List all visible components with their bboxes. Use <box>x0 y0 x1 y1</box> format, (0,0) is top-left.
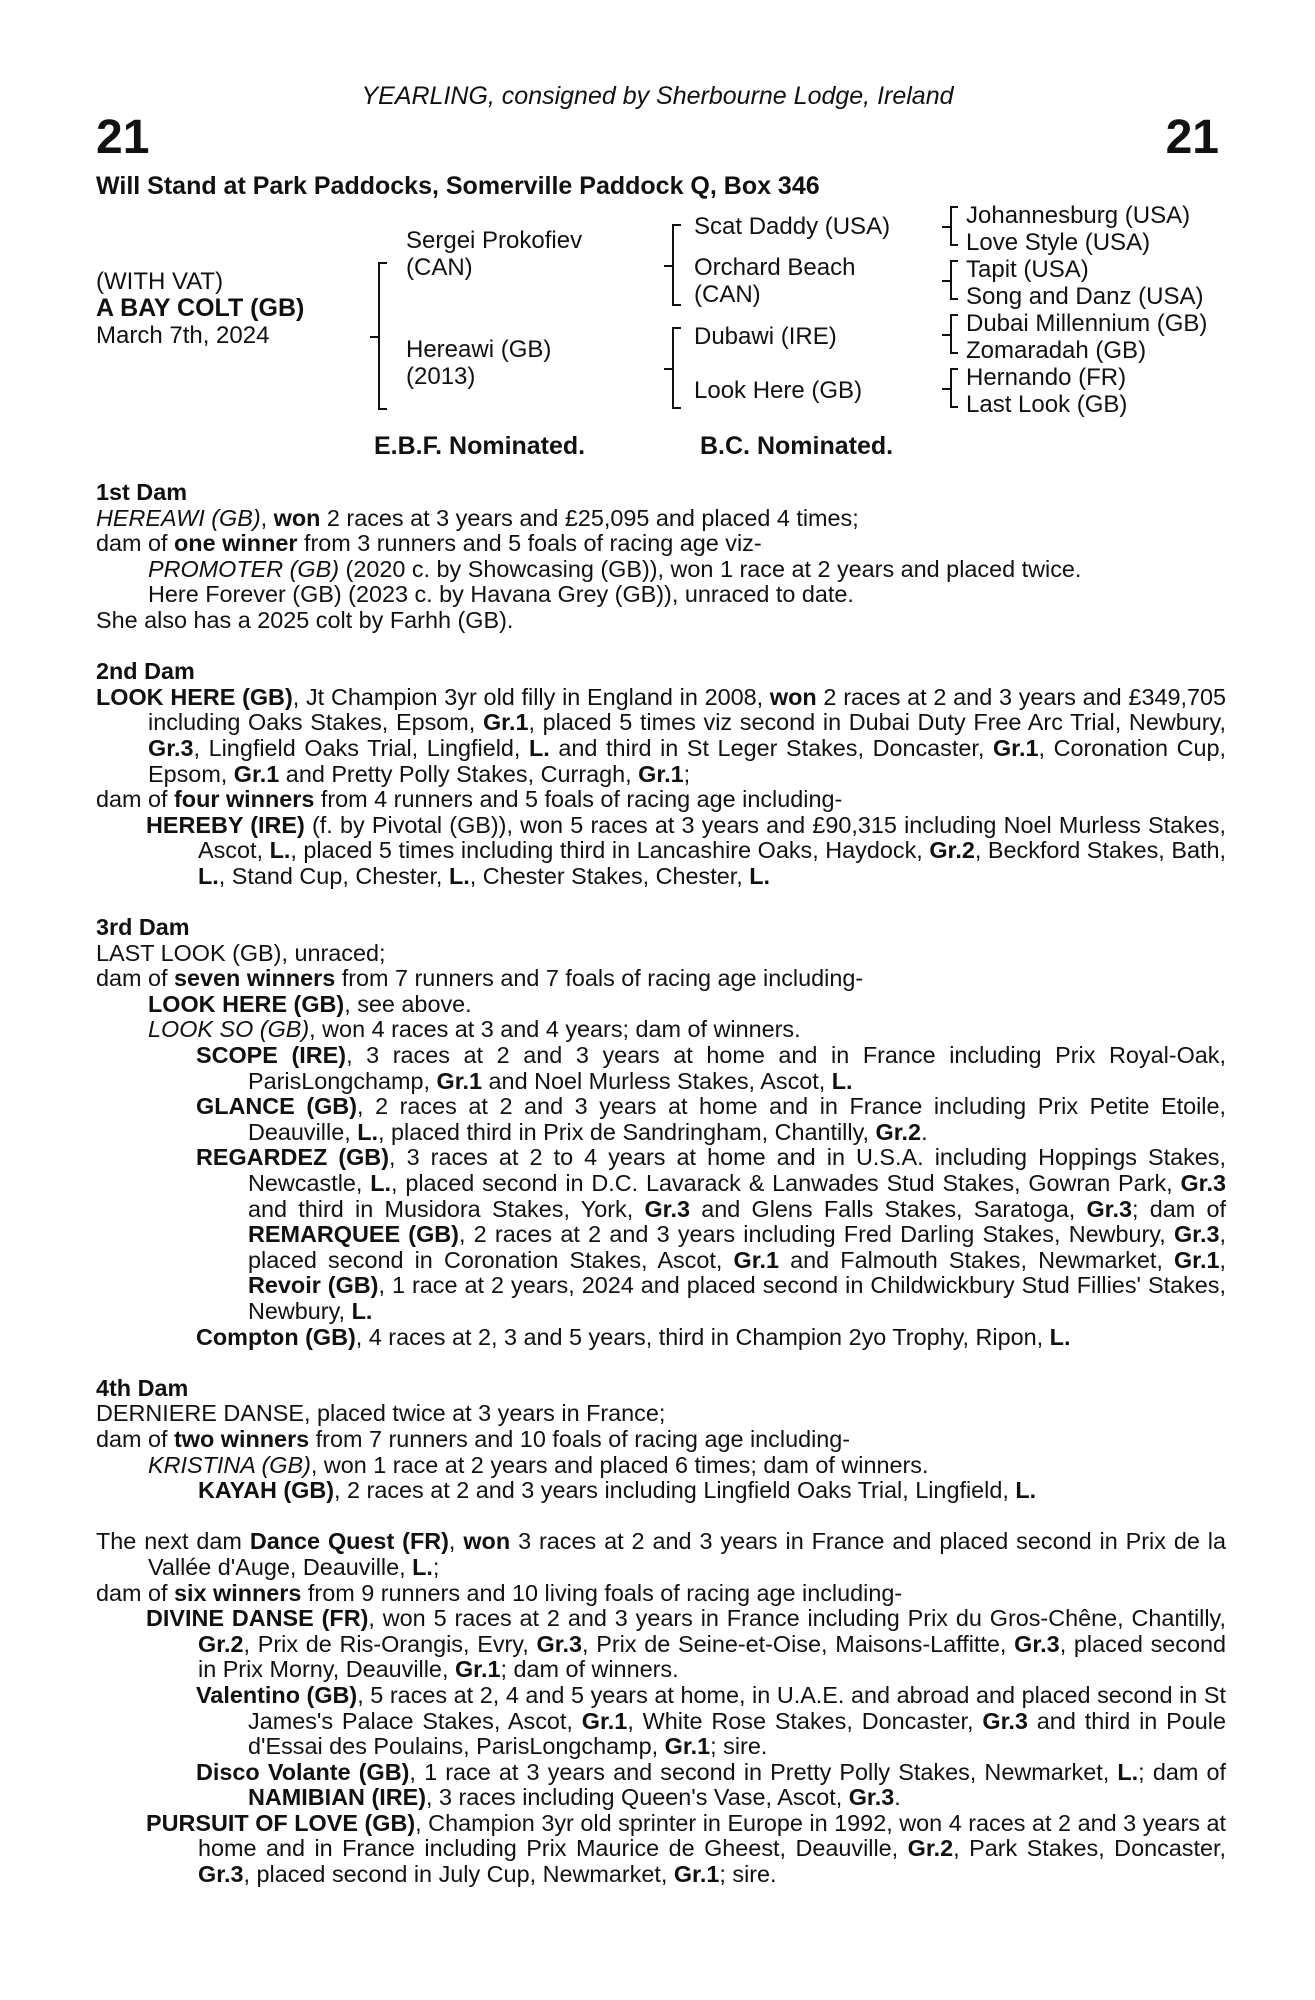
second-dam-section: 2nd Dam LOOK HERE (GB), Jt Champion 3yr old filly in England in 2008, won 2 races at 2 and 3 years and £349,705 including Oaks Stakes, Epsom, Gr.1, placed 5 times viz second in Dubai Duty Free Arc Trial, Newbury, Gr.3, Lingfield Oaks Trial, Lingfield, L. and third in St Leger Stakes, Doncaster, Gr.1, Coronation Cup, Epsom, Gr.1 and Pretty Polly Stakes, Curragh, Gr.1; dam of four winners from 4 runners and 5 foals of racing age including- HEREBY (IRE) (f. by Pivotal (GB)), won 5 races at 3 years and £90,315 including Noel Murless Stakes, Ascot, L., placed 5 times including third in Lancashire Oaks, Haydock, Gr.2, Beckford Stakes, Bath, L., Stand Cup, Chester, L., Chester Stakes, Chester, L. <box>96 658 1227 889</box>
pedigree-bracket <box>672 327 681 409</box>
sire-country: (CAN) <box>406 254 473 281</box>
ancestor-5: Dubai Millennium (GB) <box>966 310 1208 337</box>
sire-sire: Scat Daddy (USA) <box>694 213 891 240</box>
third-dam-section: 3rd Dam LAST LOOK (GB), unraced; dam of seven winners from 7 runners and 7 foals of racing age including- LOOK HERE (GB), see above. LOOK SO (GB), won 4 races at 3 and 4 years; dam of winners. SCOPE (IRE), 3 races at 2 and 3 years at home and in France including Prix Royal-Oak, ParisLongchamp, Gr.1 and Noel Murless Stakes, Ascot, L. GLANCE (GB), 2 races at 2 and 3 years at home and in France including Prix Petite Etoile, Deauville, L., placed third in Prix de Sandringham, Chantilly, Gr.2. REGARDEZ (GB), 3 races at 2 to 4 years at home and in U.S.A. including Hoppings Stakes, Newcastle, L., placed second in D.C. Lavarack & Lanwades Stud Stakes, Gowran Park, Gr.3 and third in Musidora Stakes, York, Gr.3 and Glens Falls Stakes, Saratoga, Gr.3; dam of REMARQUEE (GB), 2 races at 2 and 3 years including Fred Darling Stakes, Newbury, Gr.3, placed second in Coronation Stakes, Ascot, Gr.1 and Falmouth Stakes, Newmarket, Gr.1, Revoir (GB), 1 race at 2 years, 2024 and placed second in Childwickbury Stud Fillies' Stakes, Newbury, L. Compton (GB), 4 races at 2, 3 and 5 years, third in Champion 2yo Trophy, Ripon, L. <box>96 914 1227 1350</box>
ebf-nomination: E.B.F. Nominated. <box>374 432 586 460</box>
vat-note: (WITH VAT) <box>96 268 224 295</box>
consignment-header: YEARLING, consigned by Sherbourne Lodge, Ireland <box>361 82 954 110</box>
ancestor-7: Hernando (FR) <box>966 364 1127 391</box>
sire-dam-country: (CAN) <box>694 281 761 308</box>
pedigree-bracket <box>950 206 958 246</box>
lot-number-left: 21 <box>96 111 150 164</box>
dam-sire: Dubawi (IRE) <box>694 323 837 350</box>
fourth-dam-section: 4th Dam DERNIERE DANSE, placed twice at 3 years in France; dam of two winners from 7 runners and 10 foals of racing age including- KRISTINA (GB), won 1 race at 2 years and placed 6 times; dam of winners. KAYAH (GB), 2 races at 2 and 3 years including Lingfield Oaks Trial, Lingfield, L. <box>96 1376 1226 1504</box>
pedigree-bracket <box>378 262 387 410</box>
first-dam-section: 1st Dam HEREAWI (GB), won 2 races at 3 years and £25,095 and placed 4 times; dam of one winner from 3 runners and 5 foals of racing age viz- PROMOTER (GB) (2020 c. by Showcasing (GB)), won 1 race at 2 years and placed twice. Here Forever (GB) (2023 c. by Havana Grey (GB)), unraced to date. She also has a 2025 colt by Farhh (GB). <box>96 480 1226 634</box>
pedigree-bracket <box>672 224 681 306</box>
dam-dam: Look Here (GB) <box>694 377 863 404</box>
sire-dam-name: Orchard Beach <box>694 254 856 281</box>
dam-year: (2013) <box>406 363 476 390</box>
dam-name: Hereawi (GB) <box>406 336 552 363</box>
section-heading: 3rd Dam <box>96 914 190 941</box>
pedigree-bracket <box>950 314 958 354</box>
section-heading: 4th Dam <box>96 1374 189 1401</box>
horse-name: A BAY COLT (GB) <box>96 294 305 322</box>
pedigree-bracket <box>950 368 958 408</box>
stand-location: Will Stand at Park Paddocks, Somerville Paddock Q, Box 346 <box>96 172 820 200</box>
pedigree-bracket <box>950 260 958 300</box>
ancestor-6: Zomaradah (GB) <box>966 337 1147 364</box>
ancestor-2: Love Style (USA) <box>966 229 1151 256</box>
ancestor-1: Johannesburg (USA) <box>966 202 1191 229</box>
ancestor-3: Tapit (USA) <box>966 256 1089 283</box>
ancestor-4: Song and Danz (USA) <box>966 283 1204 310</box>
section-heading: 2nd Dam <box>96 658 195 685</box>
catalogue-body <box>96 480 1226 1888</box>
bc-nomination: B.C. Nominated. <box>700 432 894 460</box>
ancestor-8: Last Look (GB) <box>966 391 1128 418</box>
next-dam-section: The next dam Dance Quest (FR), won 3 races at 2 and 3 years in France and placed second in Prix de la Vallée d'Auge, Deauville, L.; dam of six winners from 9 runners and 10 living foals of racing age including- DIVINE DANSE (FR), won 5 races at 2 and 3 years in France including Prix du Gros-Chêne, Chantilly, Gr.2, Prix de Ris-Orangis, Evry, Gr.3, Prix de Seine-et-Oise, Maisons-Laffitte, Gr.3, placed second in Prix Morny, Deauville, Gr.1; dam of winners. Valentino (GB), 5 races at 2, 4 and 5 years at home, in U.A.E. and abroad and placed second in St James's Palace Stakes, Ascot, Gr.1, White Rose Stakes, Doncaster, Gr.3 and third in Poule d'Essai des Poulains, ParisLongchamp, Gr.1; sire. Disco Volante (GB), 1 race at 3 years and second in Pretty Polly Stakes, Newmarket, L.; dam of NAMIBIAN (IRE), 3 races including Queen's Vase, Ascot, Gr.3. PURSUIT OF LOVE (GB), Champion 3yr old sprinter in Europe in 1992, won 4 races at 2 and 3 years at home and in France including Prix Maurice de Gheest, Deauville, Gr.2, Park Stakes, Doncaster, Gr.3, placed second in July Cup, Newmarket, Gr.1; sire. <box>96 1528 1227 1888</box>
lot-number-right: 21 <box>1165 111 1219 164</box>
sire-name: Sergei Prokofiev <box>406 227 583 254</box>
section-heading: 1st Dam <box>96 479 188 505</box>
foaling-date: March 7th, 2024 <box>96 322 270 349</box>
